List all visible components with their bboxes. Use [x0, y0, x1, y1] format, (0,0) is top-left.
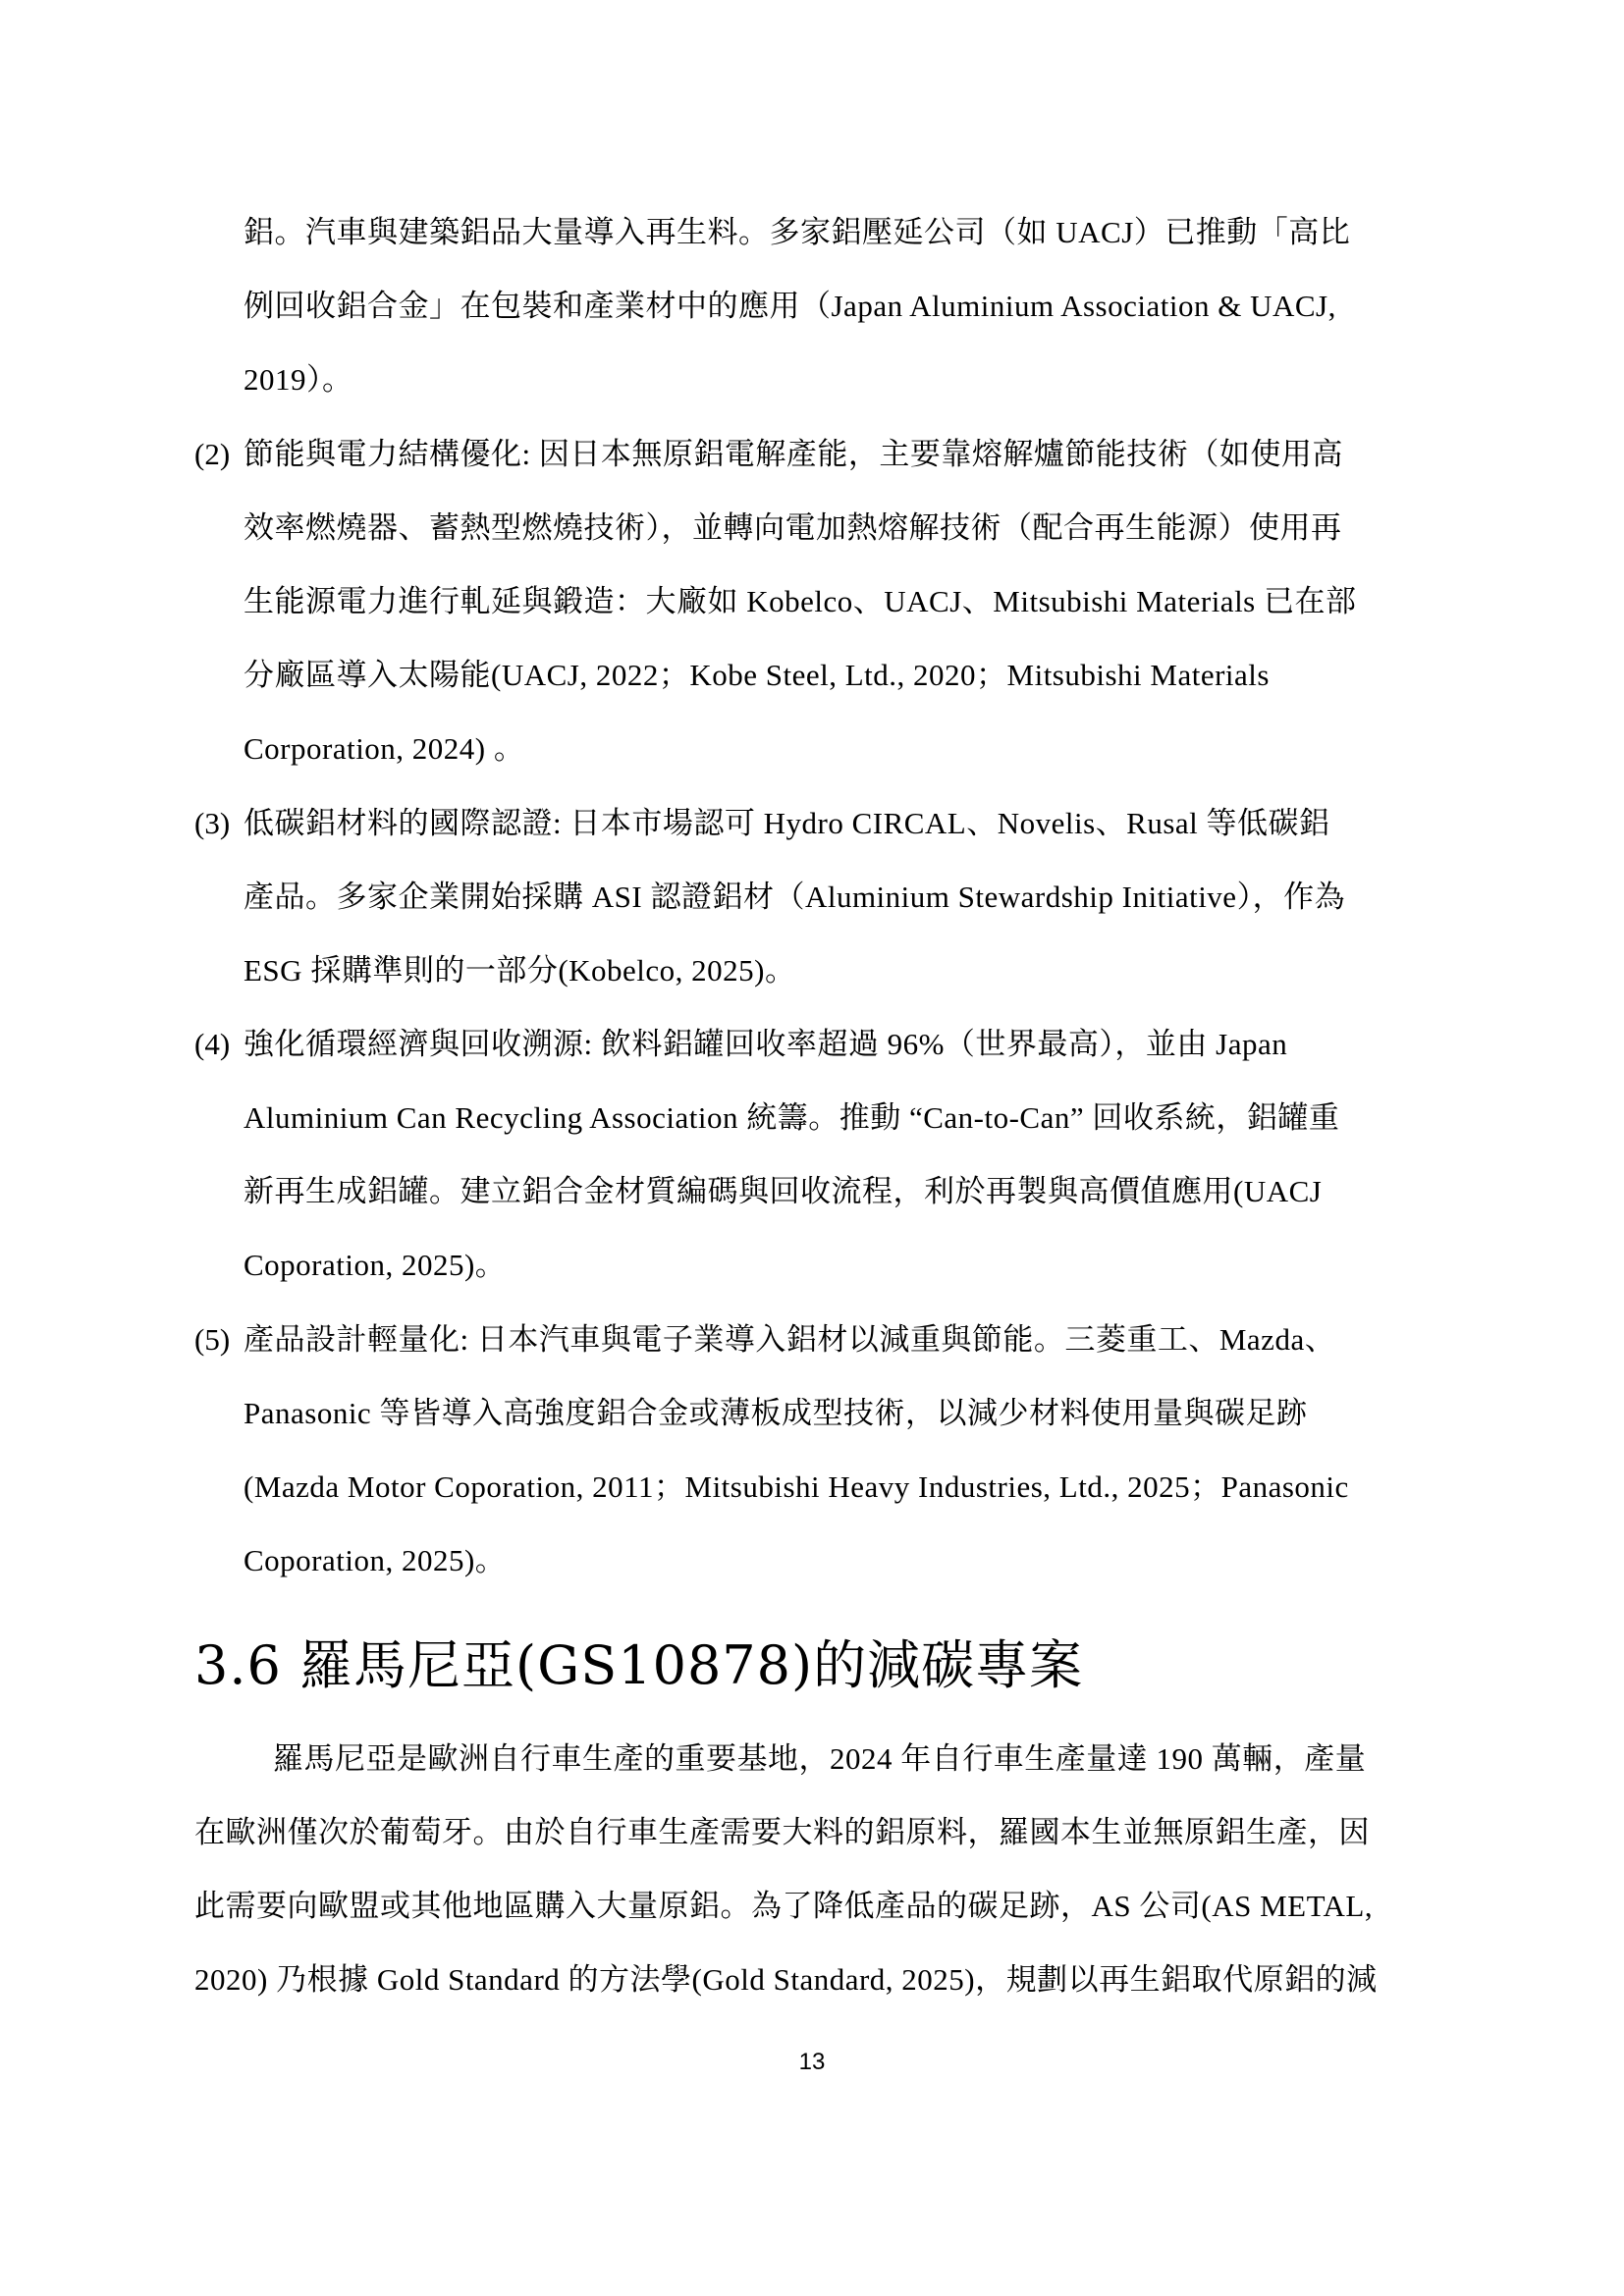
list-item-line: Coporation, 2025)。 [244, 1543, 507, 1577]
list-item-line: Panasonic 等皆導入高強度鋁合金或薄板成型技術，以減少材料使用量與碳足跡 [244, 1396, 1308, 1430]
paragraph-line: 鋁。汽車與建築鋁品大量導入再生料。多家鋁壓延公司（如 UACJ）已推動「高比 [244, 215, 1351, 249]
list-item-line: ESG 採購準則的一部分(Kobelco, 2025)。 [244, 953, 796, 988]
list-item-number: (5) [194, 1322, 231, 1357]
page-number: 13 [798, 2049, 826, 2075]
paragraph-line: 2020) 乃根據 Gold Standard 的方法學(Gold Standard, 2025)，規劃以再生鋁取代原鋁的減 [194, 1962, 1378, 1997]
list-item-line: 產品設計輕量化: 日本汽車與電子業導入鋁材以減重與節能。三菱重工、Mazda、 [244, 1322, 1336, 1357]
list-item-number: (3) [194, 806, 231, 840]
list-item-line: 低碳鋁材料的國際認證: 日本市場認可 Hydro CIRCAL、Novelis、Rusal 等低碳鋁 [244, 806, 1330, 840]
list-item-line: Coporation, 2025)。 [244, 1248, 507, 1282]
paragraph-line: 2019）。 [244, 362, 353, 397]
list-item-line: 分廠區導入太陽能(UACJ, 2022；Kobe Steel, Ltd., 2020；Mitsubishi Materials [244, 658, 1270, 692]
list-item-line: 新再生成鋁罐。建立鋁合金材質編碼與回收流程，利於再製與高價值應用(UACJ [244, 1174, 1323, 1208]
list-item-line: Corporation, 2024) 。 [244, 731, 525, 766]
list-item-line: Aluminium Can Recycling Association 統籌。推動 “Can-to-Can” 回收系統，鋁罐重 [244, 1100, 1340, 1135]
list-item-line: 產品。多家企業開始採購 ASI 認證鋁材（Aluminium Stewardship Initiative），作為 [244, 880, 1346, 914]
list-item-line: 節能與電力結構優化: 因日本無原鋁電解產能，主要靠熔解爐節能技術（如使用高 [244, 437, 1343, 471]
list-item-line: (Mazda Motor Coporation, 2011；Mitsubishi Heavy Industries, Ltd., 2025；Panasonic [244, 1469, 1349, 1504]
paragraph-line: 此需要向歐盟或其他地區購入大量原鋁。為了降低產品的碳足跡，AS 公司(AS METAL, [194, 1889, 1374, 1923]
list-item-line: 強化循環經濟與回收溯源: 飲料鋁罐回收率超過 96%（世界最高），並由 Japan [244, 1027, 1288, 1061]
list-item-line: 生能源電力進行軋延與鍛造：大廠如 Kobelco、UACJ、Mitsubishi Materials 已在部 [244, 584, 1357, 618]
list-item-line: 效率燃燒器、蓄熱型燃燒技術），並轉向電加熱熔解技術（配合再生能源）使用再 [244, 510, 1342, 545]
section-heading: 3.6 羅馬尼亞(GS10878)的減碳專案 [194, 1634, 1084, 1696]
paragraph-line: 在歐洲僅次於葡萄牙。由於自行車生產需要大料的鋁原料，羅國本生並無原鋁生產，因 [194, 1815, 1370, 1849]
paragraph-line: 例回收鋁合金」在包裝和產業材中的應用（Japan Aluminium Association & UACJ, [244, 289, 1336, 323]
paragraph-line: 羅馬尼亞是歐洲自行車生產的重要基地，2024 年自行車生產量達 190 萬輛，產量 [273, 1741, 1367, 1776]
list-item-number: (2) [194, 437, 231, 471]
list-item-number: (4) [194, 1027, 231, 1061]
